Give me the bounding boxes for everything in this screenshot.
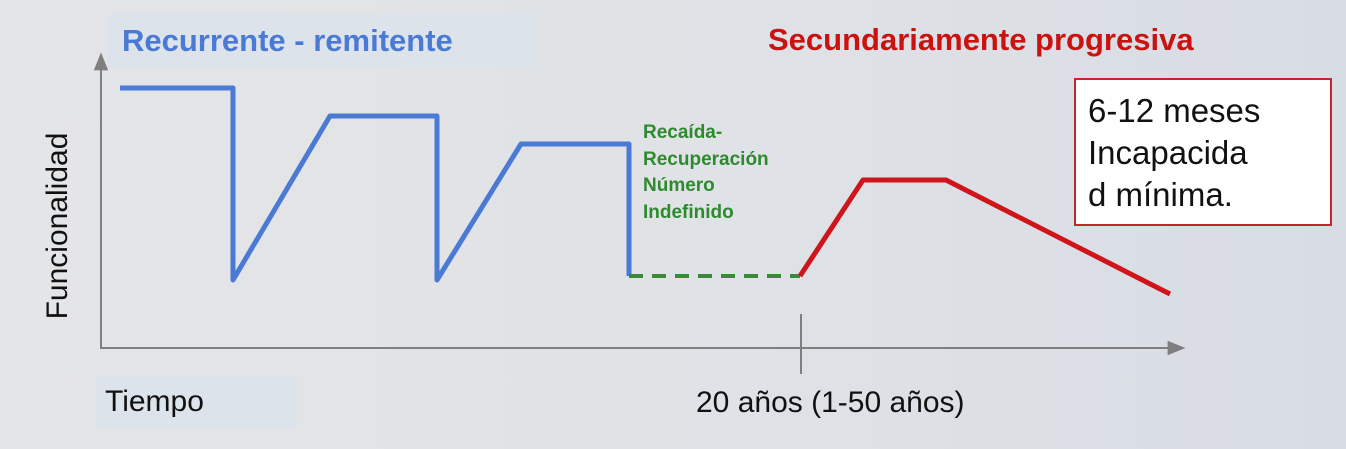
relapse-recovery-annotation <box>643 120 769 226</box>
annotation-line: Recaída- <box>643 122 723 143</box>
relapsing-remitting-title: Recurrente - remitente <box>108 14 535 68</box>
annotation-line: Indefinido <box>643 201 734 223</box>
disability-note-box <box>1074 78 1332 226</box>
note-line: Incapacida <box>1088 134 1248 171</box>
annotation-line: Número <box>643 175 715 196</box>
relapsing-remitting-line <box>120 88 629 280</box>
time-marker-label: 20 años (1-50 años) <box>696 386 965 419</box>
y-axis-label: Funcionalidad <box>41 132 74 320</box>
secondary-progressive-title: Secundariamente progresiva <box>768 22 1194 57</box>
x-axis-label: Tiempo <box>95 376 297 428</box>
note-line: 6-12 meses <box>1088 92 1261 129</box>
note-line: d mínima. <box>1088 176 1233 213</box>
annotation-line: Recuperación <box>643 148 769 170</box>
